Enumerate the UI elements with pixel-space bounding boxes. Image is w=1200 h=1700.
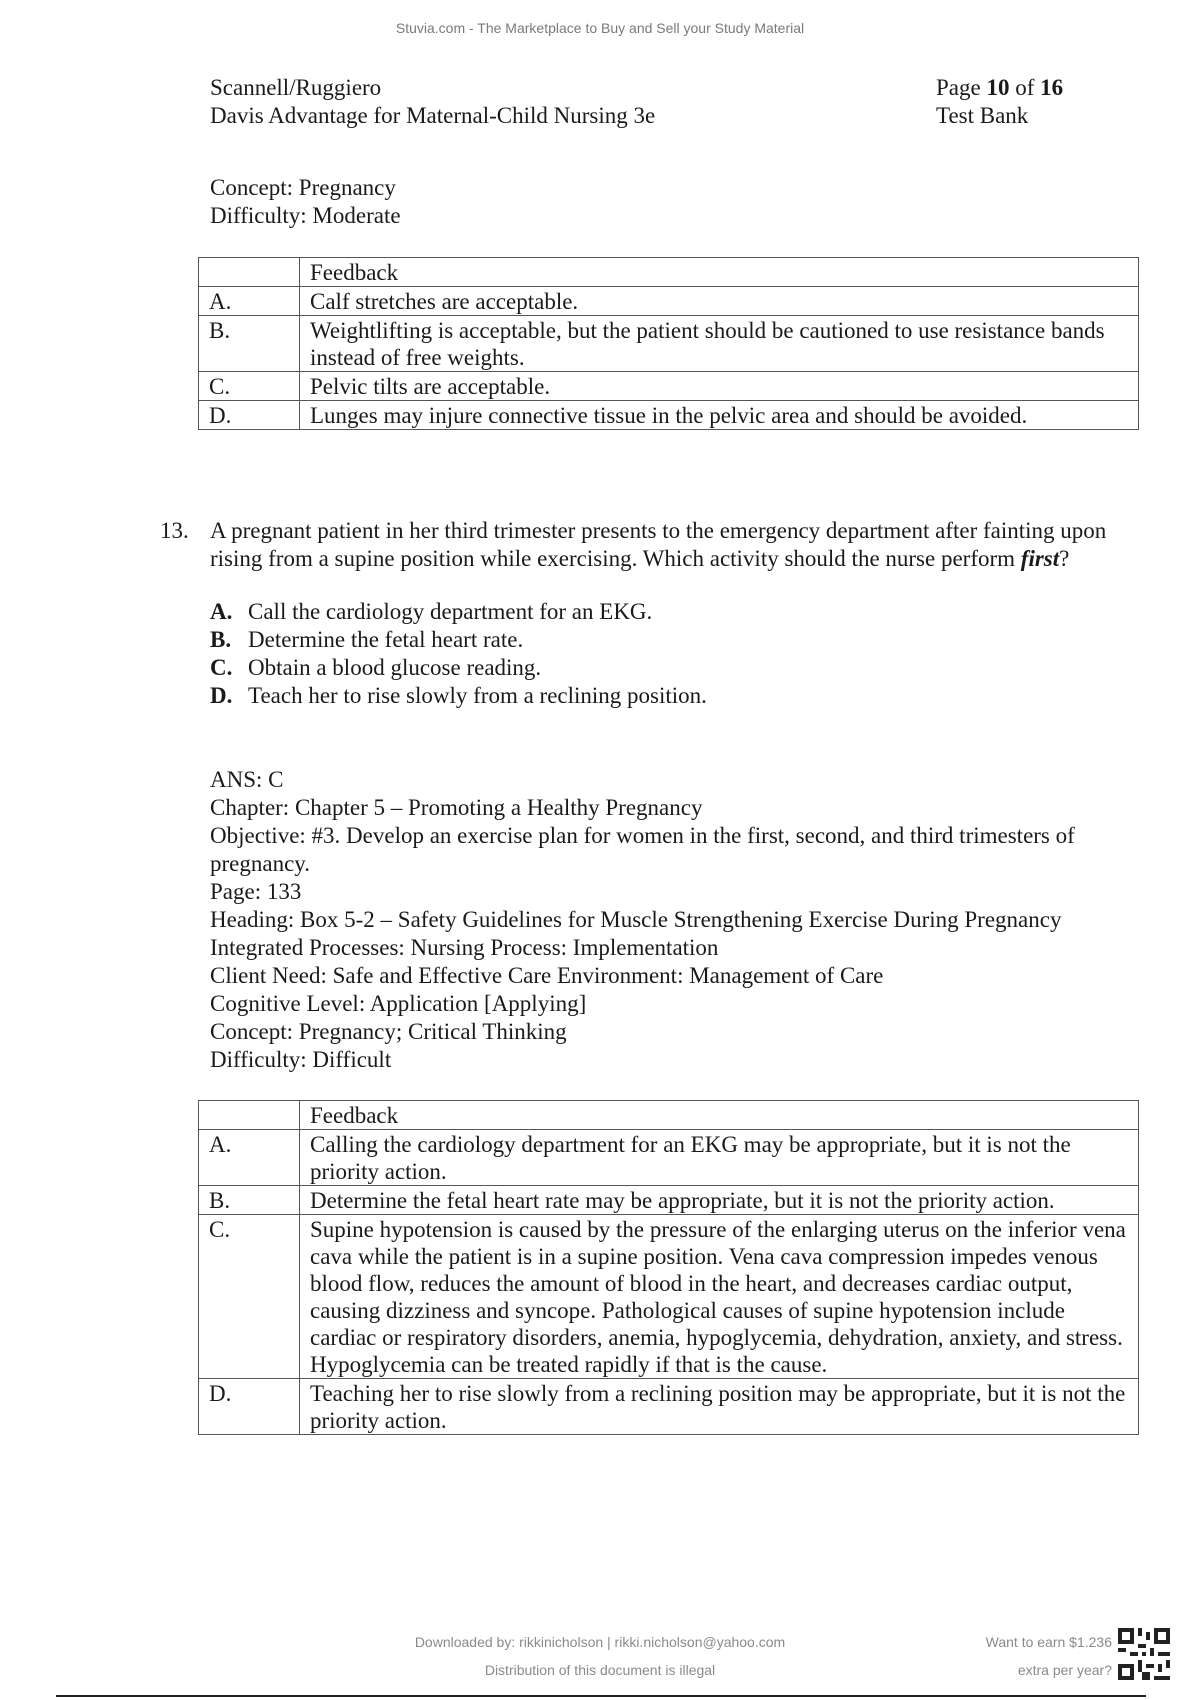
meta-chapter: Chapter: Chapter 5 – Promoting a Healthy Pregnancy <box>210 795 703 820</box>
meta-processes: Integrated Processes: Nursing Process: Implementation <box>210 935 719 960</box>
row-feedback: Calling the cardiology department for an EKG may be appropriate, but it is not the priority action. <box>300 1130 1139 1186</box>
page-indicator: Page 10 of 16 <box>936 75 1064 100</box>
meta-concept: Concept: Pregnancy; Critical Thinking <box>210 1019 567 1044</box>
running-header-right <box>936 74 1063 130</box>
meta-heading: Heading: Box 5-2 – Safety Guidelines for Muscle Strengthening Exercise During Pregnancy <box>210 907 1062 932</box>
row-letter: C. <box>199 372 300 401</box>
meta-difficulty: Difficulty: Difficult <box>210 1047 392 1072</box>
row-feedback: Lunges may injure connective tissue in the pelvic area and should be avoided. <box>300 401 1139 430</box>
row-feedback: Pelvic tilts are acceptable. <box>300 372 1139 401</box>
running-header-left <box>210 74 655 130</box>
row-feedback: Calf stretches are acceptable. <box>300 287 1139 316</box>
stem-emphasis: first <box>1020 546 1060 571</box>
table-row <box>199 316 1139 372</box>
table-header-row <box>199 1101 1139 1130</box>
page-bottom-rule <box>56 1695 1146 1697</box>
feedback-table-12 <box>198 257 1139 430</box>
table-header: Feedback <box>300 258 1139 287</box>
table-row <box>199 401 1139 430</box>
meta-page: Page: 133 <box>210 879 302 904</box>
row-letter: B. <box>199 316 300 372</box>
header-doc-type: Test Bank <box>936 103 1029 128</box>
answer-option: C. Obtain a blood glucose reading. <box>210 655 542 680</box>
answer-option: A. Call the cardiology department for an EKG. <box>210 599 653 624</box>
row-feedback: Determine the fetal heart rate may be appropriate, but it is not the priority action. <box>300 1186 1139 1215</box>
page-total: 16 <box>1040 75 1064 100</box>
table-row <box>199 372 1139 401</box>
row-feedback: Weightlifting is acceptable, but the patient should be cautioned to use resistance bands instead of free weights. <box>300 316 1139 372</box>
row-letter: C. <box>199 1215 300 1379</box>
stuvia-banner[interactable]: Stuvia.com - The Marketplace to Buy and Sell your Study Material <box>395 20 805 36</box>
qr-code-icon[interactable] <box>1118 1628 1170 1680</box>
table-header-row <box>199 258 1139 287</box>
meta-client-need: Client Need: Safe and Effective Care Environment: Management of Care <box>210 963 884 988</box>
answer-key: ANS: C <box>210 767 284 792</box>
prev-question-meta <box>210 174 401 230</box>
table-row <box>199 1379 1139 1435</box>
row-letter: A. <box>199 287 300 316</box>
page-number: 10 <box>986 75 1010 100</box>
footer-distribution-notice: Distribution of this document is illegal <box>484 1662 716 1678</box>
table-row <box>199 1130 1139 1186</box>
table-row <box>199 287 1139 316</box>
footer-earn-link-2[interactable]: extra per year? <box>1017 1662 1112 1678</box>
feedback-table-13 <box>198 1100 1139 1435</box>
table-row <box>199 1186 1139 1215</box>
answer-option: D. Teach her to rise slowly from a reclining position. <box>210 683 707 708</box>
question-stem: A pregnant patient in her third trimester presents to the emergency department after fainting upon rising from a supine position while exercising. Which activity should the nurse perform first? <box>210 518 1107 571</box>
row-feedback: Supine hypotension is caused by the pressure of the enlarging uterus on the inferior vena cava while the patient is in a supine position. Vena cava compression impedes venous blood flow, reduces the amount of blood in the heart, and decreases cardiac output, causing dizziness and syncope. Pathological causes of supine hypotension include cardiac or respiratory disorders, anemia, hypoglycemia, dehydration, anxiety, and stress. Hypoglycemia can be treated rapidly if that is the cause. <box>300 1215 1139 1379</box>
table-header: Feedback <box>300 1101 1139 1130</box>
meta-concept: Concept: Pregnancy <box>210 175 396 200</box>
footer-earn-link[interactable]: Want to earn $1.236 <box>985 1634 1112 1650</box>
row-letter: D. <box>199 1379 300 1435</box>
header-book-title: Davis Advantage for Maternal-Child Nursing 3e <box>210 103 656 128</box>
question-number: 13. <box>160 518 189 543</box>
answer-meta <box>210 766 1130 1074</box>
footer-downloaded-by: Downloaded by: rikkinicholson | rikki.nicholson@yahoo.com <box>414 1634 786 1650</box>
meta-objective: Objective: #3. Develop an exercise plan for women in the first, second, and third trimesters of pregnancy. <box>210 823 1075 876</box>
row-feedback: Teaching her to rise slowly from a reclining position may be appropriate, but it is not the priority action. <box>300 1379 1139 1435</box>
header-authors: Scannell/Ruggiero <box>210 75 382 100</box>
meta-difficulty: Difficulty: Moderate <box>210 203 401 228</box>
table-row <box>199 1215 1139 1379</box>
row-letter: D. <box>199 401 300 430</box>
row-letter: A. <box>199 1130 300 1186</box>
meta-cognitive-level: Cognitive Level: Application [Applying] <box>210 991 587 1016</box>
answer-option: B. Determine the fetal heart rate. <box>210 627 524 652</box>
row-letter: B. <box>199 1186 300 1215</box>
